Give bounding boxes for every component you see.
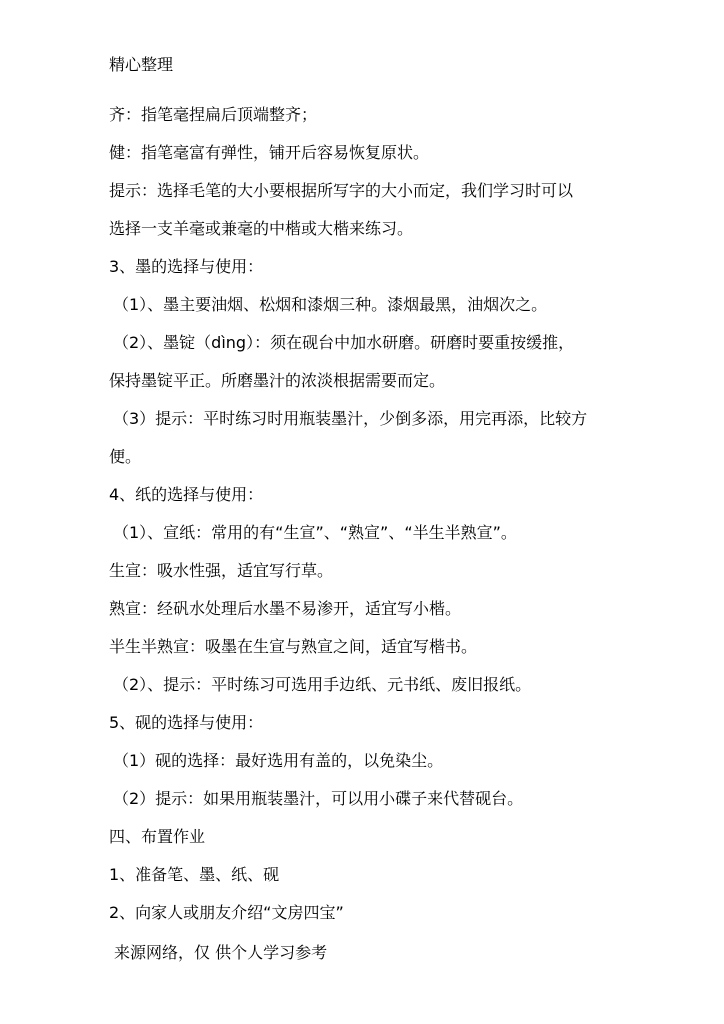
paragraph-line: 提示：选择毛笔的大小要根据所写字的大小而定，我们学习时可以 [109,181,574,200]
paragraph-line: 健：指笔毫富有弹性，铺开后容易恢复原状。 [109,143,430,162]
page-footer: 来源网络，仅 供个人学习参考 [114,943,328,962]
section-heading: 5、砚的选择与使用： [109,713,264,732]
paragraph-line: 生宣：吸水性强，适宜写行草。 [109,561,334,580]
paragraph-line: （3）提示：平时练习时用瓶装墨汁，少倒多添，用完再添，比较方 [113,409,588,428]
paragraph-line: 齐：指笔毫捏扁后顶端整齐； [109,105,318,124]
paragraph-line: 保持墨锭平正。所磨墨汁的浓淡根据需要而定。 [109,371,446,390]
paragraph-line: 1、准备笔、墨、纸、砚 [109,865,280,884]
paragraph-line: （2）、提示：平时练习可选用手边纸、元书纸、废旧报纸。 [113,675,532,694]
paragraph-line: （2）、墨锭（dìng）：须在砚台中加水研磨。研磨时要重按缓推， [113,333,575,352]
paragraph-line: 便。 [109,447,142,466]
paragraph-line: （1）砚的选择：最好选用有盖的，以免染尘。 [113,751,444,770]
paragraph-line: 半生半熟宣：吸墨在生宣与熟宣之间，适宜写楷书。 [109,637,478,656]
paragraph-line: 2、向家人或朋友介绍“文房四宝” [109,903,344,922]
document-body [109,100,629,936]
paragraph-line: （1）、墨主要油烟、松烟和漆烟三种。漆烟最黑，油烟次之。 [113,295,548,314]
paragraph-line: （2）提示：如果用瓶装墨汁，可以用小碟子来代替砚台。 [113,789,524,808]
paragraph-line: （1）、宣纸：常用的有“生宣”、“熟宣”、“半生半熟宣”。 [113,523,517,542]
section-heading: 3、墨的选择与使用： [109,257,264,276]
section-heading: 四、布置作业 [109,827,206,846]
paragraph-line: 熟宣：经矾水处理后水墨不易渗开，适宜写小楷。 [109,599,462,618]
paragraph-line: 选择一支羊毫或兼毫的中楷或大楷来练习。 [109,219,414,238]
page-header: 精心整理 [109,55,174,74]
section-heading: 4、纸的选择与使用： [109,485,264,504]
